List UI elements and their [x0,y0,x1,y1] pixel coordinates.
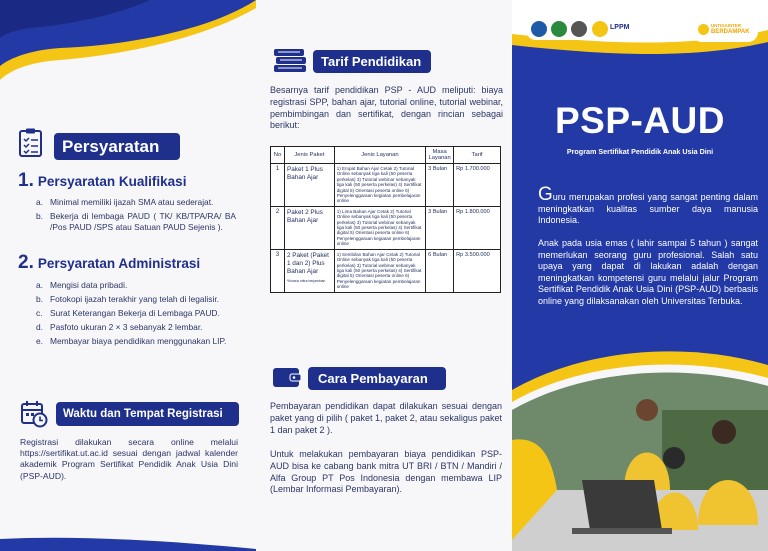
cell-masa [426,206,454,249]
cell-tarif-text: Rp 3.500.000 [456,251,490,258]
ut-logo [531,21,547,37]
requirement-item [36,211,236,233]
waktu-title: Waktu dan Tempat Registrasi [63,408,223,420]
cell-paket-text: Paket 1 Plus Bahan Ajar [286,166,323,181]
item-letter: a. [36,197,43,207]
tarif-heading [313,50,431,73]
persyaratan-heading [54,133,180,160]
cell-no-text: 1 [275,166,280,172]
lppm-logo [592,21,608,37]
item-text: Minimal memiliki ijazah SMA atau sederajat. [50,197,214,207]
cell-masa-text: 6 Bulan [428,251,448,258]
cell-layanan-text: 1) Sembilan Bahan Ajar Cetak 2) Tutorial Online sebanyak tiga kali (50 peserta perkelas) 3) Tutorial webinar sebanyak tiga kali (50 peserta perkelas) 4) Sertifikat digital 5) Orientasi peserta online 6) Penyelenggaraan kegiatan pembelajaran online [336,251,422,290]
cell-masa [426,249,454,292]
item-text: Membayar biaya pendidikan menggunakan LIP. [50,336,227,346]
requirement-item [36,322,236,333]
kualifikasi-title: Persyaratan Kualifikasi [37,174,187,189]
cell-tarif [454,164,501,207]
tagline-logo [692,18,758,42]
col-header-no: No [271,147,285,164]
requirement-item [36,308,236,319]
cell-tarif [454,206,501,249]
cell-layanan [334,164,425,207]
item-text: Fotokopi ijazah terakhir yang telah di legalisir. [50,294,219,304]
cara-text-2: Untuk melakukan pembayaran biaya pendidikan PSP-AUD bisa ke cabang bank mitra UT BRI / BTN / Mandiri / Alfa Group PT Pos Indonesia dengan membawa LIP (Lembar Informasi Pembayaran). [270,449,502,495]
cell-tarif-text: Rp 1.700.000 [456,166,490,172]
table-row [271,206,501,249]
cell-layanan [334,206,425,249]
main-subtitle: Program Sertifikat Pendidik Anak Usia Dini [566,147,714,156]
dropcap-letter: G [538,184,553,205]
checklist-icon [18,128,44,158]
item-text: Pasfoto ukuran 2 × 3 sebanyak 2 lembar. [50,322,203,332]
tarif-intro: Besarnya tarif pendidikan PSP - AUD meliputi: biaya registrasi SPP, bahan ajar, tutorial online, tutorial webinar, pembimbingan dan sertifikat, dengan rincian sebagai berikut: [270,85,503,131]
tagline-line-1: UNTIGAINTER [711,23,742,28]
tarif-title: Tarif Pendidikan [321,54,422,69]
wallet-icon [272,365,302,389]
middle-panel [256,0,512,551]
item-letter: a. [36,280,43,290]
item-text: Surat Keterangan Bekerja di Lembaga PAUD. [50,308,220,318]
intro-paragraph-1-text: uru merupakan profesi yang sangat penting dalam meningkatkan kualitas sumber daya manusia Indonesia. [538,192,758,226]
item-letter: b. [36,294,43,304]
left-panel [0,0,256,551]
item-letter: d. [36,322,43,332]
books-icon [272,45,308,75]
item-text: Bekerja di lembaga PAUD ( TK/ KB/TPA/RA/ BA /Pos PAUD /SPS atau Satuan PAUD Sejenis ). [50,211,236,232]
tagline-line-2: BERDAMPAK [711,29,750,35]
administrasi-list [36,280,236,350]
institution-logo [571,21,587,37]
item-letter: b. [36,211,43,221]
lppm-label: LPPM [610,24,630,31]
cara-text-1: Pembayaran pendidikan dapat dilakukan sesuai dengan paket yang di pilih ( paket 1, paket 2, atau sekaligus paket 1 dan paket 2 ). [270,401,502,435]
administrasi-title: Persyaratan Administrasi [37,256,201,271]
intro-paragraph-1 [538,184,758,227]
kemdikbud-logo [551,21,567,37]
item-text: Mengisi data pribadi. [50,280,128,290]
right-panel [512,0,768,551]
administrasi-heading [18,252,200,274]
col-header-paket: Jenis Paket [284,147,334,164]
cell-no-text: 3 [275,251,280,258]
cell-masa-text: 3 Bulan [428,166,448,172]
cara-title: Cara Pembayaran [318,371,428,386]
cell-no-text: 2 [275,208,280,215]
students-photo [512,340,768,551]
administrasi-number: 2. [18,252,34,273]
cell-paket-text: 2 Paket (Paket 1 dan 2) Plus Bahan Ajar [286,251,329,275]
requirement-item [36,197,236,208]
cell-layanan [334,249,425,292]
cell-paket [284,164,334,207]
main-title: PSP-AUD [554,100,726,141]
col-header-layanan: Jenis Layanan [334,147,425,164]
persyaratan-title: Persyaratan [62,136,160,156]
cell-layanan-text: 1) Empat Bahan Ajar Cetak 2) Tutorial Online sebanyak tiga kali (50 peserta perkelas) 3) Tutorial webinar sebanyak tiga kali (50 peserta perkelas) 4) Sertifikat digital 5) Orientasi peserta online 6) Penyelenggaraan kegiatan pembelajaran online [336,166,422,204]
paket-note: *khusus mitra berjaminan [286,278,326,283]
cell-paket [284,206,334,249]
tarif-table [270,146,501,293]
cell-tarif [454,249,501,292]
bottom-swoosh-decoration [0,511,256,551]
intro-paragraph-2: Anak pada usia emas ( lahir sampai 5 tahun ) sangat memerlukan seorang guru profesional. Salah satu upaya yang dapat di lakukan adalah dengan meningkatkan kompetensi guru melalui jalur Program Sertifikat Pendidik Anak Usia Dini (PSP-AUD) berbasis online yang dilaksanakan oleh Universitas Terbuka. [538,238,758,306]
cara-heading [308,367,446,390]
top-swoosh-decoration [0,0,256,110]
kualifikasi-heading [18,170,186,192]
cell-masa-text: 3 Bulan [428,208,448,215]
waktu-heading [56,402,239,426]
requirement-item [36,336,236,347]
cell-no [271,164,285,207]
partner-logos [526,18,630,40]
table-row [271,249,501,292]
requirement-item [36,294,236,305]
table-row [271,164,501,207]
right-top-decoration [512,0,768,95]
cell-no [271,206,285,249]
waktu-text: Registrasi dilakukan secara online melalui https://sertifikat.ut.ac.id sesuai dengan jadwal kalender akademik Program Sertifikat Pendidik Anak Usia Dini (PSP-AUD). [20,437,238,481]
kualifikasi-list [36,197,236,236]
cell-masa [426,164,454,207]
col-header-tarif: Tarif [454,147,501,164]
kualifikasi-number: 1. [18,170,34,191]
col-header-masa: Masa Layanan [426,147,454,164]
cell-tarif-text: Rp 1.800.000 [456,208,490,215]
requirement-item [36,280,236,291]
cell-no [271,249,285,292]
cell-paket [284,249,334,292]
item-letter: c. [36,308,43,318]
calendar-clock-icon [20,400,48,428]
cell-paket-text: Paket 2 Plus Bahan Ajar [286,208,323,224]
item-letter: e. [36,336,43,346]
cell-layanan-text: 1) Lima Bahan Ajar Cetak 2) Tutorial Online sebanyak tiga kali (50 peserta perkelas) 3) Tutorial webinar sebanyak tiga kali (50 peserta perkelas) 4) Sertifikat digital 5) Orientasi peserta online 6) Penyelenggaraan kegiatan pembelajaran online [336,208,422,247]
tarif-table-header [271,147,501,164]
tagline-mark-icon [698,24,709,35]
